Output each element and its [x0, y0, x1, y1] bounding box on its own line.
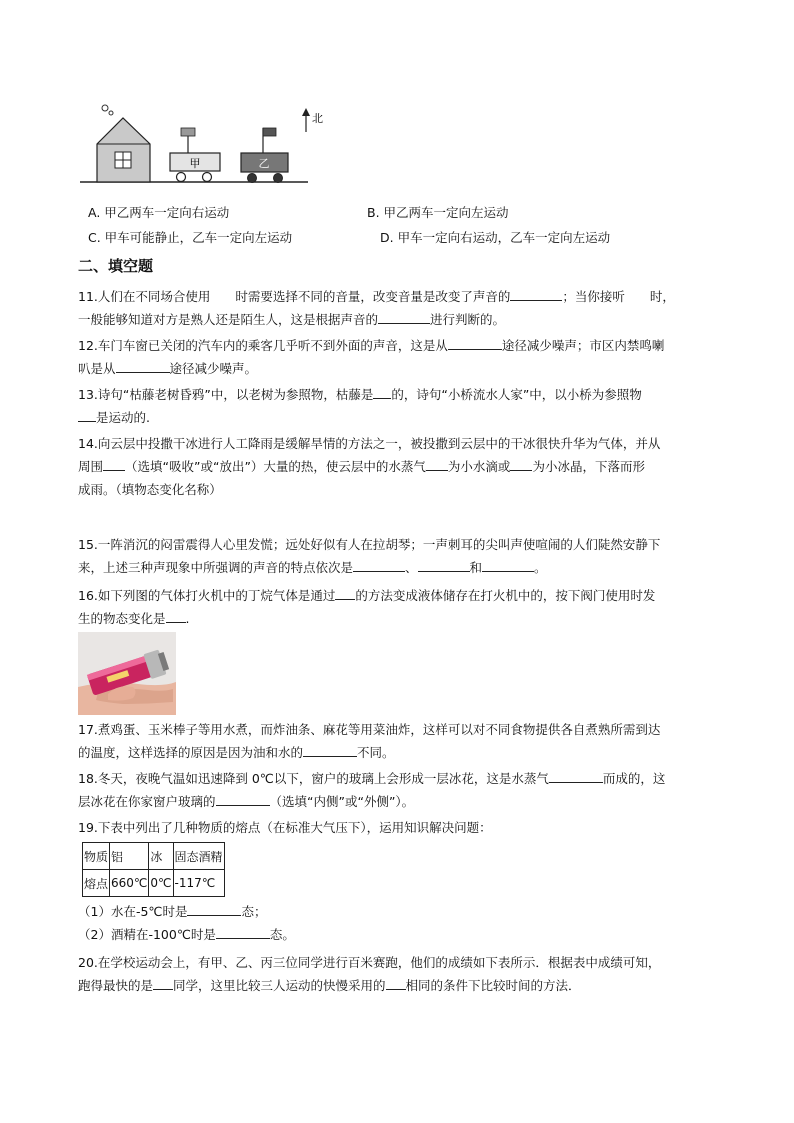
question-14: 14.向云层中投撒干冰进行人工降雨是缓解旱情的方法之一，被投撒到云层中的干冰很快升华为气体，并从 周围 （选填“吸收”或“放出”）大量的热，使云层中的水蒸气 为小水滴或 为小冰晶，下落而形 成雨。（填物态变化名称）: [78, 436, 661, 497]
question-13: 13.诗句“枯藤老树昏鸦”中，以老树为参照物，枯藤是 的，诗句“小桥流水人家”中，以小桥为参照物 是运动的.: [78, 383, 728, 429]
answer-blank[interactable]: [386, 975, 406, 990]
answer-blank[interactable]: [448, 335, 502, 350]
answer-blank[interactable]: [216, 924, 270, 939]
question-12: 12.车门车窗已关闭的汽车内的乘客几乎听不到外面的声音，这是从 途径减少噪声；市区内禁鸣喇 叭是从 途径减少噪声。: [78, 334, 728, 380]
table-cell: 物质: [83, 843, 110, 870]
option-a: A. 甲乙两车一定向右运动: [88, 205, 230, 220]
smoke-puffs: [102, 105, 113, 115]
table-cell: 熔点: [83, 870, 110, 897]
answer-blank[interactable]: [335, 585, 355, 600]
cart-yi: [241, 128, 288, 183]
table-cell: 660℃: [110, 870, 149, 897]
north-label: 北: [312, 112, 323, 125]
cart-yi-label: 乙: [258, 157, 270, 170]
answer-blank[interactable]: [216, 791, 270, 806]
table-cell: 铝: [110, 843, 149, 870]
answer-blank[interactable]: [373, 384, 391, 399]
table-cell: 固态酒精: [173, 843, 224, 870]
answer-blank[interactable]: [103, 456, 125, 471]
option-d: D. 甲车一定向右运动，乙车一定向左运动: [380, 230, 611, 245]
section-heading: 二、填空题: [78, 257, 154, 275]
answer-blank[interactable]: [303, 742, 357, 757]
question-17: 17.煮鸡蛋、玉米棒子等用水煮，而炸油条、麻花等用菜油炸，这样可以对不同食物提供各自煮熟所需到达 的温度，这样选择的原因是因为油和水的 不同。: [78, 722, 661, 760]
table-cell: 0℃: [149, 870, 173, 897]
motion-diagram: [80, 100, 340, 192]
table-cell: 冰: [149, 843, 173, 870]
answer-blank[interactable]: [549, 768, 603, 783]
question-19: 19.下表中列出了几种物质的熔点（在标准大气压下），运用知识解决问题：: [78, 820, 492, 835]
answer-blank[interactable]: [353, 557, 405, 572]
question-19-parts: （1）水在-5℃时是 态； （2）酒精在-100℃时是 态。: [78, 900, 728, 946]
answer-blank[interactable]: [166, 608, 186, 623]
answer-blank[interactable]: [510, 286, 562, 301]
answer-blank[interactable]: [482, 557, 534, 572]
answer-blank[interactable]: [426, 456, 448, 471]
answer-blank[interactable]: [153, 975, 173, 990]
answer-blank[interactable]: [378, 309, 430, 324]
answer-blank[interactable]: [116, 358, 170, 373]
option-c: C. 甲车可能静止，乙车一定向左运动: [88, 230, 293, 245]
north-arrow: [302, 108, 323, 132]
question-16: 16.如下列图的气体打火机中的丁烷气体是通过 的方法变成液体储存在打火机中的，按下阀门使用时发 生的物态变化是 .: [78, 584, 728, 630]
question-18: 18.冬天，夜晚气温如迅速降到 0℃以下，窗户的玻璃上会形成一层冰花，这是水蒸气 而成的，这 层冰花在你家窗户玻璃的 （选填“内侧”或“外侧”）。: [78, 767, 728, 813]
cart-jia-label: 甲: [189, 157, 201, 170]
lighter-photo: [78, 632, 176, 715]
question-20: 20.在学校运动会上，有甲、乙、丙三位同学进行百米赛跑，他们的成绩如下表所示．根据表中成绩可知， 跑得最快的是 同学，这里比较三人运动的快慢采用的 相同的条件下比较时间的方法．: [78, 955, 661, 993]
table-row: [83, 870, 225, 897]
answer-blank[interactable]: [418, 557, 470, 572]
table-cell: -117℃: [173, 870, 224, 897]
answer-blank[interactable]: [78, 407, 96, 422]
option-b: B. 甲乙两车一定向左运动: [367, 205, 509, 220]
house: [97, 118, 150, 182]
answer-blank[interactable]: [510, 456, 532, 471]
answer-blank[interactable]: [187, 901, 241, 916]
melting-point-table: [82, 842, 225, 897]
table-row: [83, 843, 225, 870]
question-15: 15.一阵消沉的闷雷震得人心里发慌；远处好似有人在拉胡琴；一声刺耳的尖叫声使喧闹的人们陡然安静下 来，上述三种声现象中所强调的声音的特点依次是 、 和 。: [78, 537, 661, 575]
cart-jia: [170, 128, 220, 182]
question-11: 11.人们在不同场合使用 时需要选择不同的音量，改变音量是改变了声音的 ；当你接听 时， 一般能够知道对方是熟人还是陌生人，这是根据声音的 进行判断的。: [78, 285, 728, 331]
